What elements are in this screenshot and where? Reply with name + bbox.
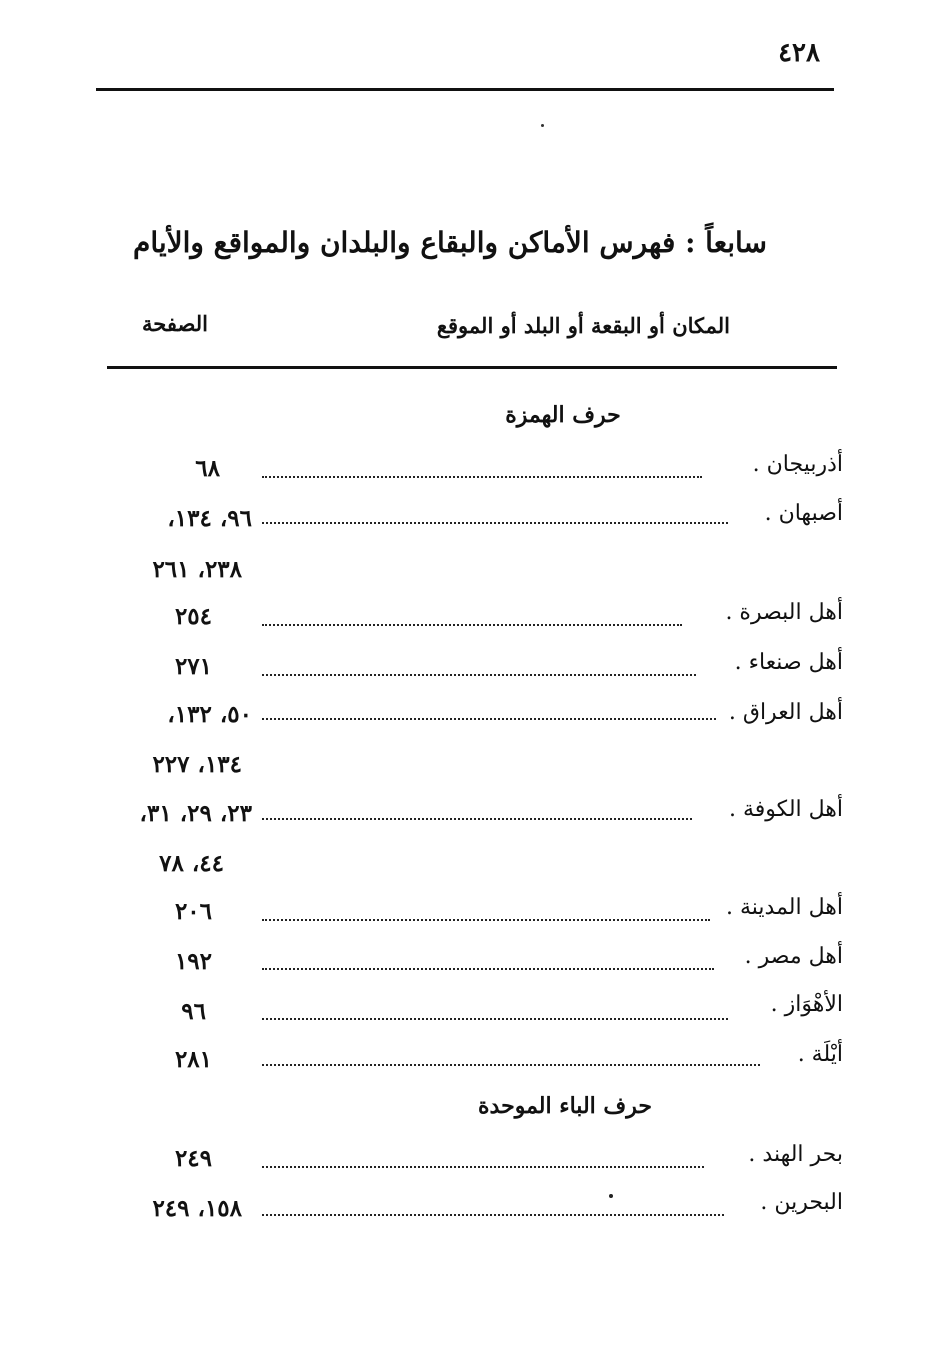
column-header-place: المكان أو البقعة أو البلد أو الموقع — [436, 313, 730, 338]
index-entry-pages-continued: ١٣٤، ٢٢٧ — [152, 751, 242, 778]
dot-leader — [262, 476, 702, 478]
index-entry-pages: ١٥٨، ٢٤٩ — [152, 1195, 242, 1222]
dot-leader — [262, 919, 710, 921]
page-title: سابعاً : فهرس الأماكن والبقاع والبلدان والمواقع والأيام — [133, 226, 767, 259]
index-entry-pages-continued: ٢٣٨، ٢٦١ — [152, 556, 242, 583]
index-entry-name: أهل مصر . — [744, 944, 843, 969]
index-entry-name: أهل البصرة . — [725, 600, 843, 625]
index-entry-pages: ٢٣، ٢٩، ٣١، — [139, 800, 252, 827]
stray-mark — [609, 1194, 613, 1198]
index-entry-pages: ٢٠٦ — [174, 898, 212, 925]
section-heading-baa: حرف الباء الموحدة — [478, 1093, 652, 1119]
index-entry-name: الأهْوَاز . — [770, 992, 843, 1017]
index-entry-pages: ٢٥٤ — [174, 603, 212, 630]
dot-leader — [262, 1018, 728, 1020]
dot-leader — [262, 1214, 724, 1216]
index-entry-pages: ٦٨ — [195, 455, 220, 482]
header-rule — [107, 366, 837, 369]
index-entry-pages: ٩٦ — [181, 998, 206, 1025]
index-entry-pages: ٢٤٩ — [174, 1145, 212, 1172]
column-header-page: الصفحة — [142, 311, 208, 336]
index-entry-name: أصبهان . — [764, 501, 843, 526]
section-heading-hamza: حرف الهمزة — [505, 402, 621, 428]
index-entry-pages: ٢٧١ — [174, 653, 212, 680]
dot-leader — [262, 674, 696, 676]
index-entry-name: البحرين . — [760, 1190, 843, 1215]
index-entry-name: أهل العراق . — [728, 700, 843, 725]
dot-leader — [262, 1166, 704, 1168]
index-entry-name: بحر الهند . — [748, 1142, 843, 1167]
index-entry-pages: ٩٦، ١٣٤، — [167, 505, 252, 532]
dot-leader — [262, 522, 728, 524]
index-entry-pages: ١٩٢ — [174, 948, 212, 975]
index-entry-name: أهل صنعاء . — [734, 650, 843, 675]
dot-leader — [262, 624, 682, 626]
index-entry-pages: ٢٨١ — [174, 1046, 212, 1073]
page-number: ٤٢٨ — [778, 38, 820, 68]
top-rule — [96, 88, 834, 91]
index-entry-name: أيْلَة . — [797, 1042, 843, 1067]
index-entry-name: أهل المدينة . — [726, 895, 843, 920]
index-entry-name: أهل الكوفة . — [729, 797, 843, 822]
index-entry-pages: ٥٠، ١٣٢، — [167, 701, 252, 728]
dot-leader — [262, 1064, 760, 1066]
dot-leader — [262, 818, 692, 820]
stray-dot — [541, 124, 544, 127]
dot-leader — [262, 718, 716, 720]
index-entry-name: أذربيجان . — [752, 452, 843, 477]
dot-leader — [262, 968, 714, 970]
index-entry-pages-continued: ٤٤، ٧٨ — [159, 850, 224, 877]
